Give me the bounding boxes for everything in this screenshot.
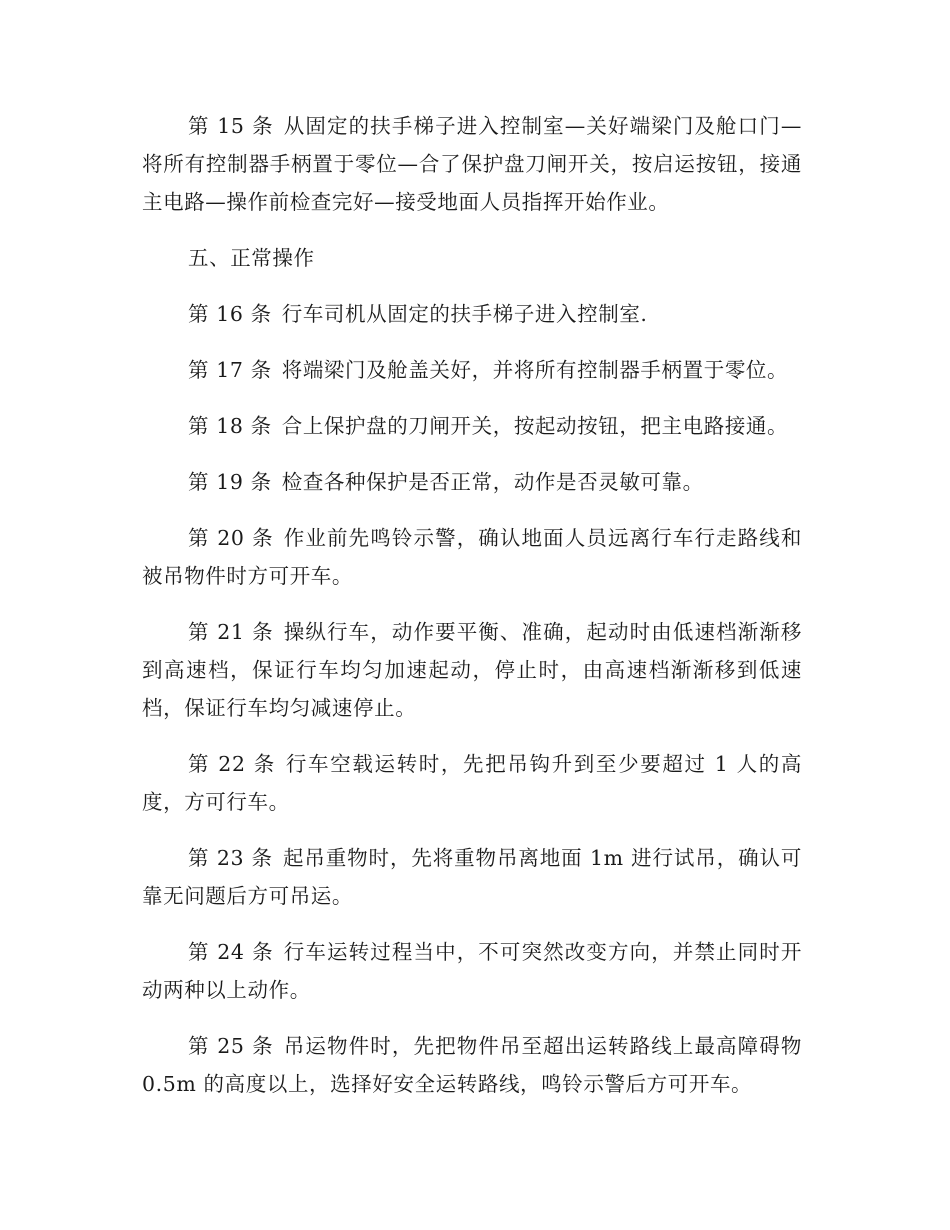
article-number: 第 15 条 [188, 114, 274, 138]
article-text: 将端梁门及舱盖关好，并将所有控制器手柄置于零位。 [281, 358, 789, 382]
article-16 [142, 295, 802, 333]
article-text: 作业前先鸣铃示警，确认地面人员远离行车行走路线和被吊物件时方可开车。 [142, 526, 802, 588]
article-number: 第 17 条 [188, 358, 272, 382]
article-22 [142, 745, 802, 821]
article-23 [142, 839, 802, 915]
article-17 [142, 351, 802, 389]
article-21 [142, 613, 802, 727]
article-text: 从固定的扶手梯子进入控制室—关好端梁门及舱口门—将所有控制器手柄置于零位—合了保护盘刀闸开关，按启运按钮，接通主电路—操作前检查完好—接受地面人员指挥开始作业。 [142, 114, 802, 214]
article-number: 第 18 条 [188, 414, 272, 438]
article-18 [142, 407, 802, 445]
section-heading: 五、正常操作 [188, 246, 315, 270]
article-25 [142, 1027, 802, 1103]
article-number: 第 25 条 [188, 1034, 274, 1058]
article-number: 第 16 条 [188, 302, 272, 326]
article-text: 合上保护盘的刀闸开关，按起动按钮，把主电路接通。 [281, 414, 789, 438]
article-24 [142, 933, 802, 1009]
article-number: 第 24 条 [188, 940, 274, 964]
article-number: 第 20 条 [188, 526, 274, 550]
article-number: 第 22 条 [188, 752, 276, 776]
article-20 [142, 519, 802, 595]
article-text: 检查各种保护是否正常，动作是否灵敏可靠。 [281, 470, 704, 494]
article-number: 第 23 条 [188, 846, 273, 870]
article-text: 行车运转过程当中，不可突然改变方向，并禁止同时开动两种以上动作。 [142, 940, 802, 1002]
document-page [142, 107, 802, 1121]
article-text: 吊运物件时，先把物件吊至超出运转路线上最高障碍物 0.5m 的高度以上，选择好安全运转路线，鸣铃示警后方可开车。 [142, 1034, 802, 1096]
article-number: 第 21 条 [188, 620, 274, 644]
article-19 [142, 463, 802, 501]
article-text: 行车司机从固定的扶手梯子进入控制室. [281, 302, 648, 326]
article-text: 操纵行车，动作要平衡、准确，起动时由低速档渐渐移到高速档，保证行车均匀加速起动，停止时，由高速档渐渐移到低速档，保证行车均匀减速停止。 [142, 620, 802, 720]
article-number: 第 19 条 [188, 470, 272, 494]
article-text: 起吊重物时，先将重物吊离地面 1m 进行试吊，确认可靠无问题后方可吊运。 [142, 846, 802, 908]
article-15 [142, 107, 802, 221]
article-text: 行车空载运转时，先把吊钩升到至少要超过 1 人的高度，方可行车。 [142, 752, 803, 814]
